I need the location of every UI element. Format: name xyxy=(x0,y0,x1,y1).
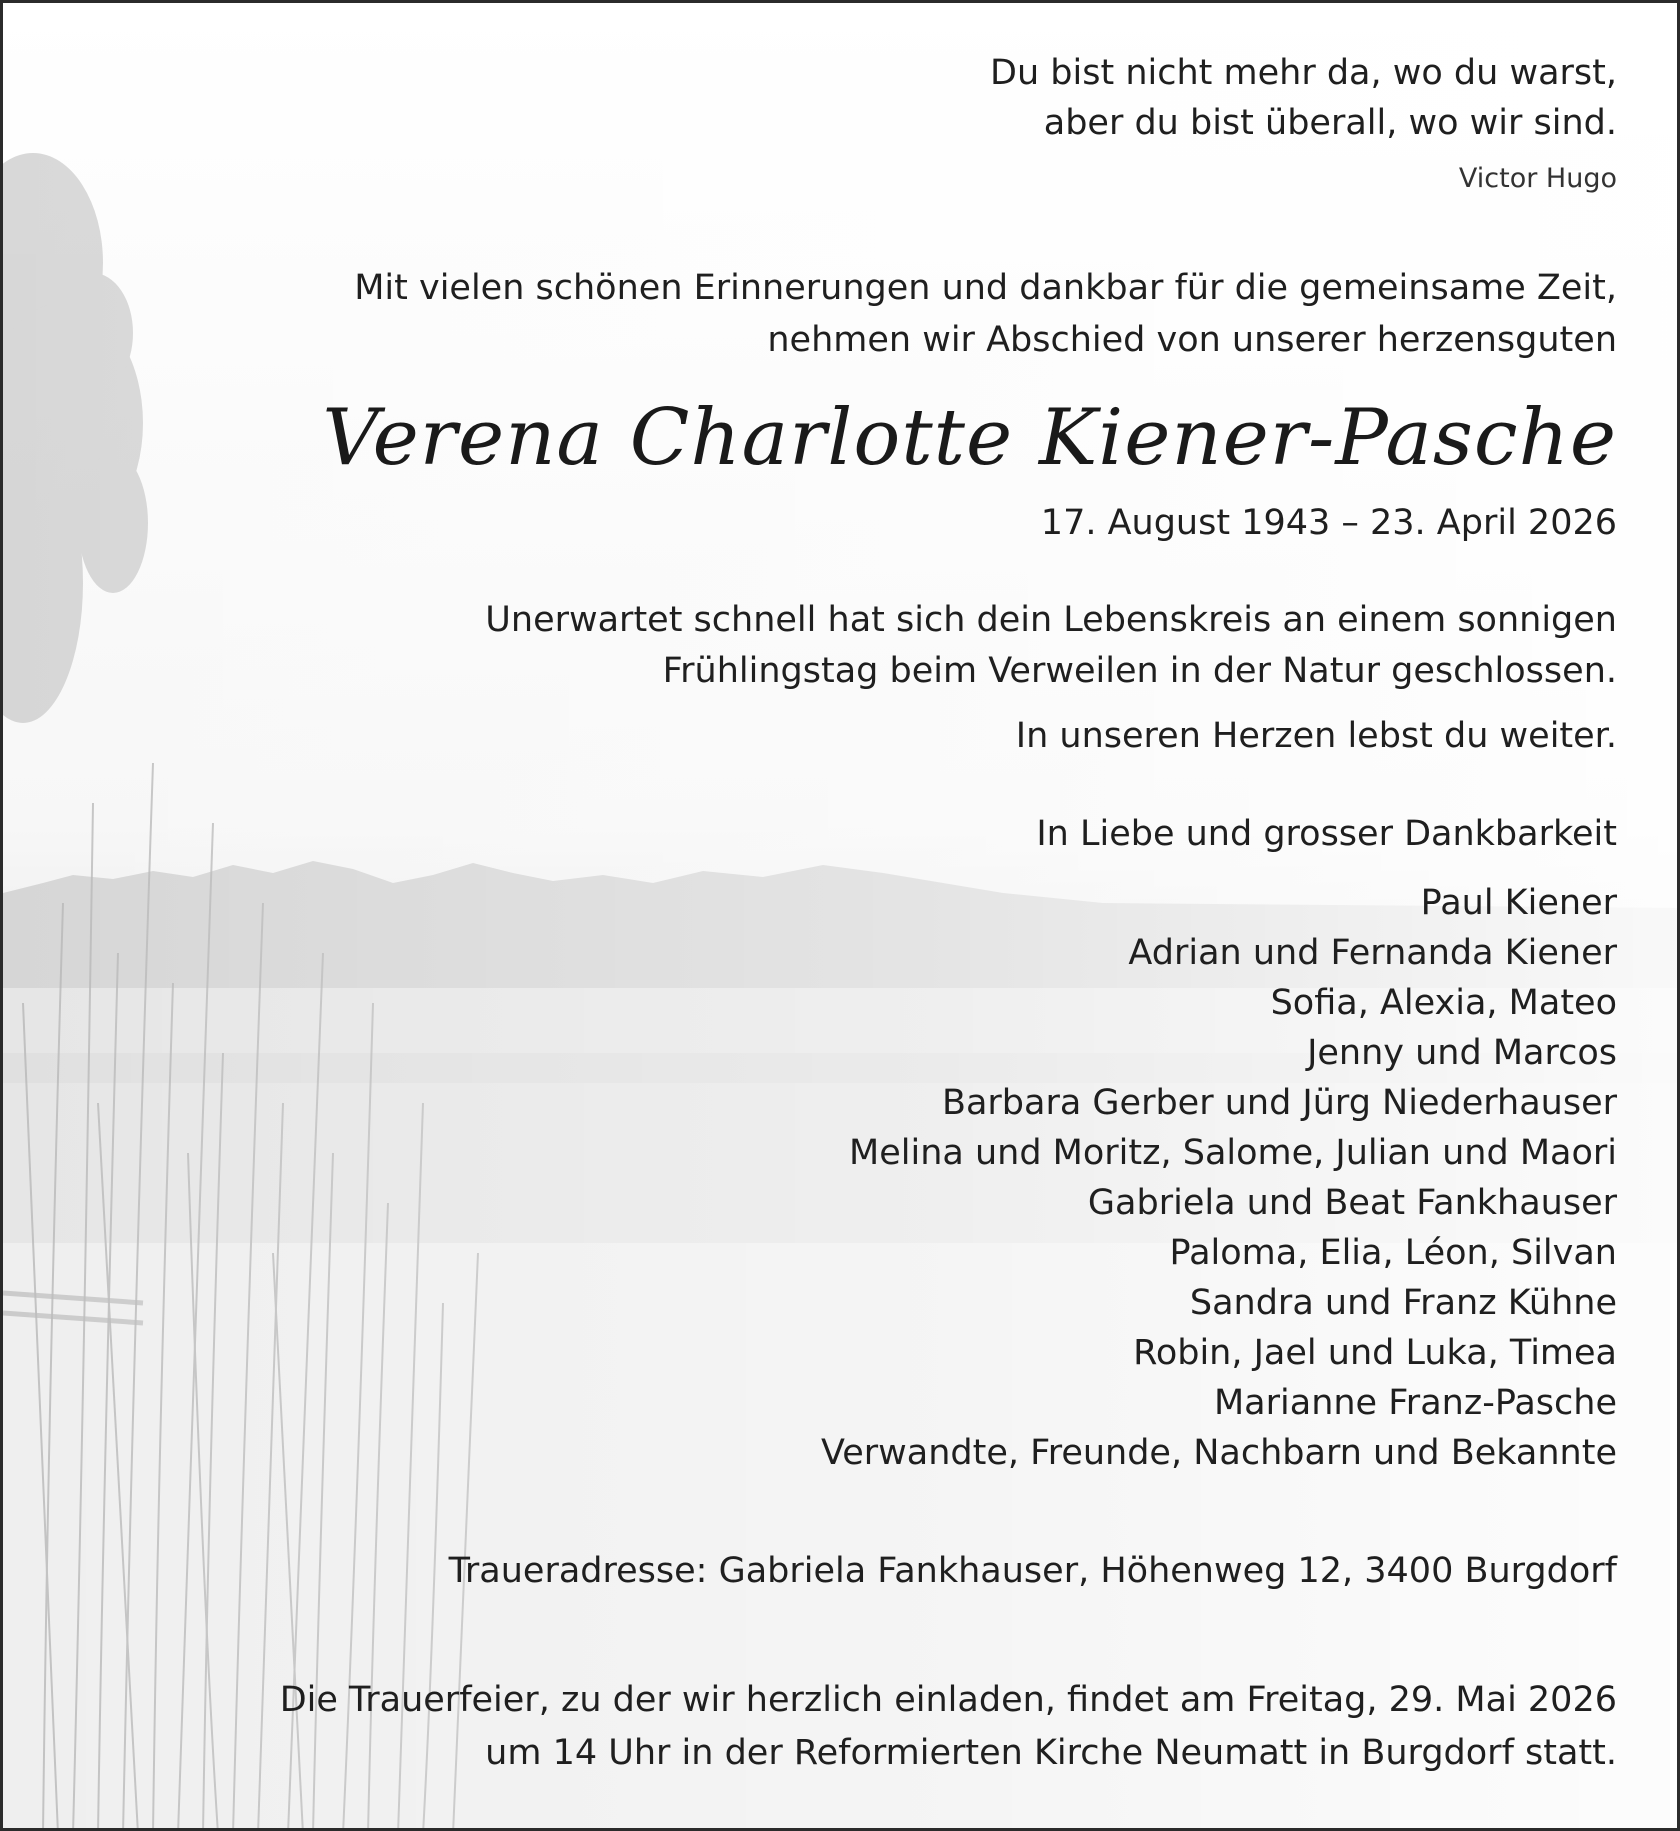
service-line-2: um 14 Uhr in der Reformierten Kirche Neumatt in Burgdorf statt. xyxy=(485,1733,1617,1773)
mourner: Verwandte, Freunde, Nachbarn und Bekannte xyxy=(820,1433,1617,1473)
message-line-2: Frühlingstag beim Verweilen in der Natur geschlossen. xyxy=(662,651,1617,691)
mourner: Adrian und Fernanda Kiener xyxy=(1128,933,1617,973)
deceased-name: Verena Charlotte Kiener-Pasche xyxy=(322,393,1617,483)
mourner: Sofia, Alexia, Mateo xyxy=(1270,983,1617,1023)
mourner: Gabriela und Beat Fankhauser xyxy=(1087,1183,1617,1223)
quote-line-2: aber du bist überall, wo wir sind. xyxy=(1043,103,1617,143)
mourner: Robin, Jael und Luka, Timea xyxy=(1133,1333,1617,1373)
quote-author: Victor Hugo xyxy=(1458,163,1617,194)
mourner: Melina und Moritz, Salome, Julian und Maori xyxy=(849,1133,1617,1173)
intro-line-1: Mit vielen schönen Erinnerungen und dankbar für die gemeinsame Zeit, xyxy=(354,268,1617,308)
life-dates: 17. August 1943 – 23. April 2026 xyxy=(1040,503,1617,543)
intro-line-2: nehmen wir Abschied von unserer herzensguten xyxy=(767,320,1617,360)
mourner: Paloma, Elia, Léon, Silvan xyxy=(1169,1233,1617,1273)
message-line-3: In unseren Herzen lebst du weiter. xyxy=(1015,716,1617,756)
mourner: Barbara Gerber und Jürg Niederhauser xyxy=(941,1083,1617,1123)
mourning-address: Traueradresse: Gabriela Fankhauser, Höhenweg 12, 3400 Burgdorf xyxy=(448,1551,1617,1591)
mourner: Paul Kiener xyxy=(1420,883,1617,923)
message-line-1: Unerwartet schnell hat sich dein Lebenskreis an einem sonnigen xyxy=(485,600,1617,640)
closing-line: In Liebe und grosser Dankbarkeit xyxy=(1036,814,1617,854)
quote-line-1: Du bist nicht mehr da, wo du warst, xyxy=(990,53,1617,93)
mourner: Sandra und Franz Kühne xyxy=(1189,1283,1617,1323)
service-line-1: Die Trauerfeier, zu der wir herzlich einladen, findet am Freitag, 29. Mai 2026 xyxy=(279,1680,1617,1720)
mourner: Marianne Franz-Pasche xyxy=(1213,1383,1617,1423)
mourner: Jenny und Marcos xyxy=(1307,1033,1617,1073)
